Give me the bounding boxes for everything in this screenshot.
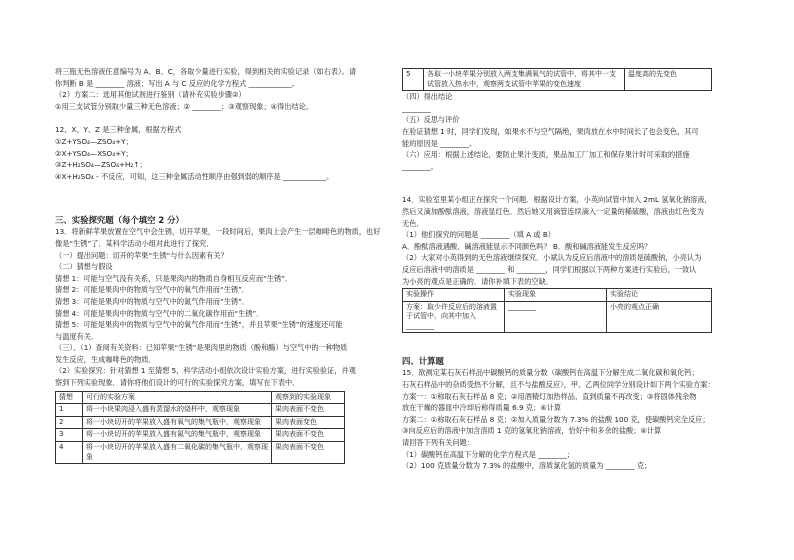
q14-line-2: 然后又滴加酚酞溶液，溶液显红色．然后她又用滴管连续滴入一定量的稀硫酸，溶液由红色变为 (402, 206, 704, 216)
table-row (56, 429, 345, 442)
q12-eq-4: ④X+H₂SO₄ - 不反应，可知，这三种金属活动性顺序由强到弱的顺序是 ____________。 (55, 171, 334, 181)
q13-line-13: （2）实验探究：针对猜想 1 至猜想 5，科学活动小组依次设计实验方案，进行实验验证，并观 (55, 366, 356, 376)
q14-line-8: 为小亮的观点是正确的．请你补填下表的空缺． (402, 276, 553, 286)
q12-line-1: 12、X、Y、Z 是三种金属，根据方程式 (55, 125, 182, 135)
table-header-row (403, 289, 712, 302)
row-number: 1 (56, 404, 83, 417)
q13-line-10: 与温度有关． (55, 331, 99, 341)
q13-line-4: （二）猜想与假设 (55, 262, 113, 272)
row-method: 各取一小块苹果分别放入两支集满氧气的试管中，将其中一支试管放入热水中，观察两支试管中苹果的变色速度 (424, 69, 625, 91)
section-4-title: 四、计算题 (402, 356, 444, 367)
row-observation: 果肉表面不变色 (272, 429, 345, 442)
row-number: 5 (403, 69, 424, 91)
q14-table (402, 288, 712, 333)
left-column (55, 66, 395, 464)
q13-line-6: 猜想 2：可能是果肉中的物质与空气中的氧气作用而“生锈”． (55, 285, 249, 295)
q12-eq-3: ③Z+H₂SO₄—ZSO₄+H₂↑； (55, 160, 147, 170)
q14-line-6: （2）大家对小英得到的无色溶液继续探究．小斌认为反应后溶液中的溶质是硫酸钠，小亮认为 (402, 253, 702, 263)
q15-line-7: 请回答下列有关问题： (402, 438, 474, 448)
q15-line-5: 方案二：①称取石灰石样品 8 克；②加入质量分数为 7.3% 的盐酸 100 克，使碳酸钙完全反应； (402, 414, 710, 424)
q11-line-3: （2）方案二：选用其他试剂进行鉴别（请补充实验步骤②） (55, 90, 246, 100)
conclusion-heading: （四）得出结论 (402, 92, 453, 102)
table-row (403, 69, 712, 91)
section-3-title: 三、实验探究题（每个填空 2 分） (55, 215, 184, 226)
q12-eq-1: ①Z+YSO₄—ZSO₄+Y； (55, 136, 133, 146)
q14-line-5: A．酚酞溶液遇酸、碱溶液能显示不同颜色吗？ B．酸和碱溶液能发生反应吗？ (402, 241, 652, 251)
row-observation: 温度高的先变色 (625, 69, 712, 91)
reflection-line-2: 能的原因是 ________。 (402, 138, 477, 148)
row-observation: 果肉表面不变色 (272, 442, 345, 464)
row-observation: 果肉表面不变色 (272, 404, 345, 417)
reflection-line-1: 在验证猜想 1 时，同学们发现，如果水不与空气隔绝，果肉放在水中时间长了也会变色，其可 (402, 126, 699, 136)
application-line-2: ________。 (402, 161, 438, 171)
q15-line-1: 15．欲测定某石灰石样品中碳酸钙的质量分数（碳酸钙在高温下分解生成二氧化碳和氧化钙； (402, 368, 699, 378)
row-number: 2 (56, 416, 83, 429)
col-header-operation: 实验操作 (403, 289, 505, 302)
table-row (56, 416, 345, 429)
col-header-method: 可行的实验方案 (83, 391, 272, 404)
q11-line-4: ①用三支试管分别取少量三种无色溶液；② ________；③观察现象；④得出结论。 (55, 101, 314, 111)
col-header-observation: 观察到的实验现象 (272, 391, 345, 404)
q13-line-11: （三）、（1）查阅有关资料：已知苹果“生锈”是果肉里的物质（酚和酶）与空气中的一种物质 (55, 343, 348, 353)
application-line-1: （六）应用：根据上述结论，要防止果汁变质，果品加工厂加工和保存果汁时可采取的措施 (402, 150, 690, 160)
table-row (56, 404, 345, 417)
q15-line-2: 石灰石样品中的杂质受热不分解，且不与盐酸反应），甲、乙两位同学分别设计如下两个实验方案： (402, 380, 715, 390)
q15-line-3: 方案一：①称取石灰石样品 8 克；②用酒精灯加热样品，直到质量不再改变；③将固体残余物 (402, 391, 697, 401)
q13-line-7: 猜想 3：可能是果肉中的物质与空气中的氮气作用而“生锈”． (55, 296, 249, 306)
table-row (56, 442, 345, 464)
q14-line-4: （1）他们探究的问题是 ________（填 A 或 B） (402, 230, 555, 240)
q13-line-12: 发生反应，生成咖啡色的物质． (55, 354, 156, 364)
q13-line-3: （一）提出问题：切开的苹果“生锈”与什么因素有关？ (55, 250, 228, 260)
q13-line-2: 像是“生锈”了．某科学活动小组对此进行了探究． (55, 238, 214, 248)
q11-line-2: 你判断 B 是 ________ 溶液；写出 A 与 C 反应的化学方程式 ____________。 (55, 78, 299, 88)
row-number: 3 (56, 429, 83, 442)
q13-line-5: 猜想 1：可能与空气没有关系，只是果肉内的物质自身相互反应而“生锈”． (55, 273, 293, 283)
experiment-table (55, 391, 345, 465)
q13-line-14: 察到下列实验现象．请你将他们设计的可行的实验探究方案，填写在下表中． (55, 378, 300, 388)
phenomenon-cell: ________ (505, 301, 607, 333)
conclusion-cell: 小亮的观点正确 (607, 301, 712, 333)
col-header-conclusion: 实验结论 (607, 289, 712, 302)
table-header-row (56, 391, 345, 404)
reflection-heading: （五）反思与评价 (402, 115, 460, 125)
row-observation: 果肉表面变色 (272, 416, 345, 429)
q15-line-4: 放在干燥的器皿中冷却后称得质量 6.9 克；④计算 (402, 403, 562, 413)
q11-line-1: 将三瓶无色溶液任意编号为 A、B、C，各取少量进行实验，得到相关的实验记录（如右表）。请 (55, 67, 357, 76)
table-row (403, 301, 712, 333)
col-header-guess: 猜想 (56, 391, 83, 404)
row-method: 将一小块切开的苹果放入盛有氮气的集气瓶中，观察现象 (83, 429, 272, 442)
q13-line-1: 13．将新鲜苹果放置在空气中会生锈，切开苹果，一段时间后，果肉上会产生一层咖啡色的物质，也好 (55, 227, 381, 237)
q12-eq-2: ②X+YSO₄—XSO₄+Y； (55, 148, 133, 158)
row-number: 4 (56, 442, 83, 464)
row-method: 将一小块切开的苹果放入盛有氧气的集气瓶中，观察现象 (83, 416, 272, 429)
experiment-table-continued (402, 68, 712, 91)
q15-line-9: （2）100 克质量分数为 7.3% 的盐酸中，溶质氯化氢的质量为 ________ 克； (402, 461, 652, 471)
q14-line-3: 无色． (402, 218, 424, 228)
q13-line-9: 猜想 5：可能是果肉中的物质与空气中的氧气作用而“生锈”，并且苹果“生锈”的速度还可能 (55, 320, 343, 330)
right-column (402, 68, 742, 472)
q15-line-6: ③向反应后的溶液中加含溶质 1 克的氢氧化钠溶液，恰好中和多余的盐酸；④计算 (402, 426, 662, 436)
row-method: 将一小块果肉浸入盛有蒸馏水的烧杯中，观察现象 (83, 404, 272, 417)
q13-line-8: 猜想 4：可能是果肉中的物质与空气中的二氧化碳作用而“生锈”． (55, 308, 264, 318)
row-method: 将一小块切开的苹果放入盛有二氧化碳的集气瓶中，观察现象 (83, 442, 272, 464)
operation-cell: 方案：取少许反应后的溶液置于试管中，向其中加入 ________ (403, 301, 505, 333)
q15-line-8: （1）碳酸钙在高温下分解的化学方程式是 ________； (402, 449, 575, 459)
q14-line-7: 反应后溶液中的溶质是 ________ 和 ________，同学们根据以下两种方案进行实验后，一致认 (402, 264, 697, 274)
q14-line-1: 14．实验室里某小组正在探究一个问题．根据设计方案，小英向试管中加入 2mL 氢氧化钠溶液， (402, 195, 712, 205)
col-header-phenomenon: 实验现象 (505, 289, 607, 302)
conclusion-blank: ________ (402, 103, 431, 113)
